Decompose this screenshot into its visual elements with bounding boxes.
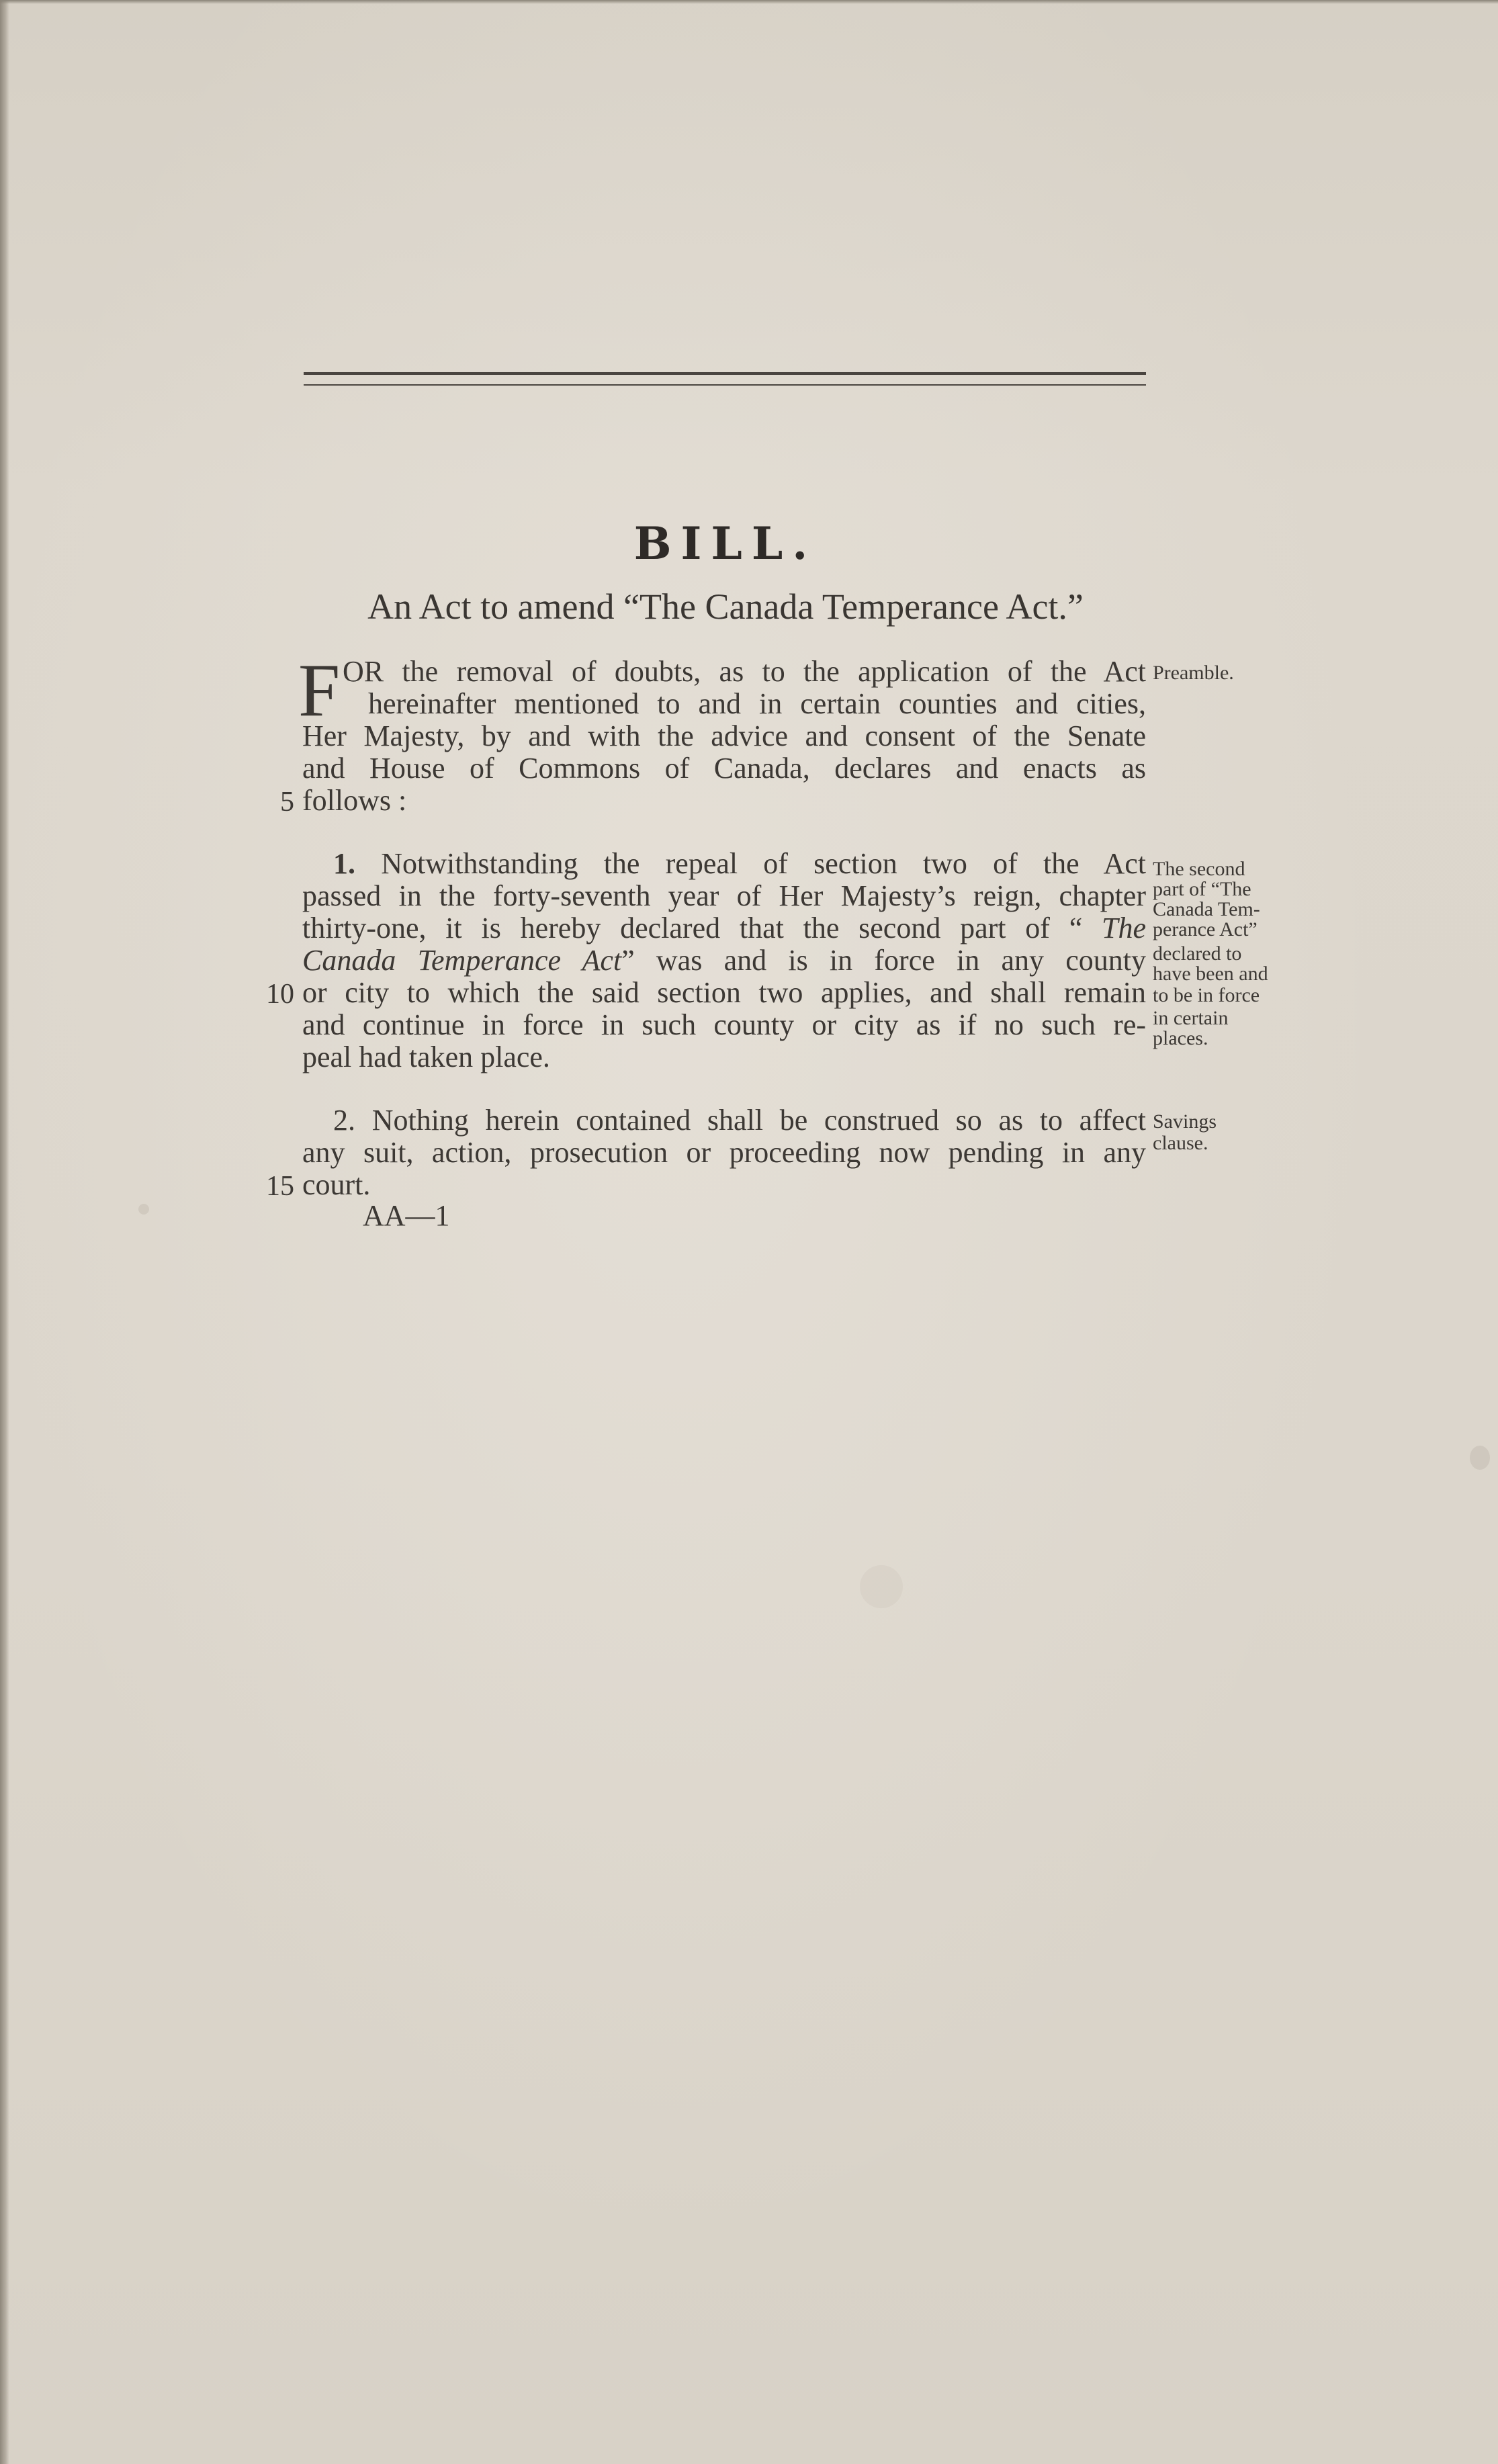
section1-text-3: thirty-one, it is hereby declared that the second part of “: [302, 912, 1083, 944]
preamble-line-5: follows :: [302, 784, 407, 817]
section1-line-1: [333, 848, 1146, 880]
margin-note-s1-4: perance Act”: [1153, 918, 1258, 940]
paper-spot: [1470, 1446, 1490, 1470]
page-edge-top: [0, 0, 1498, 4]
margin-note-s1-2: part of “The: [1153, 878, 1251, 900]
header-rule-thick: [304, 372, 1146, 375]
margin-note-s2-2: clause.: [1153, 1132, 1208, 1154]
section1-text-1: Notwithstanding the repeal of section two of the Act: [381, 847, 1146, 880]
margin-note-s1-1: The second: [1153, 858, 1245, 880]
preamble-drop-cap: F: [298, 649, 341, 732]
section2-text-1: Nothing herein contained shall be construed so as to affect: [371, 1104, 1146, 1137]
section1-act-name: Canada Temperance Act: [302, 944, 622, 977]
section1-number: 1.: [333, 847, 355, 880]
preamble-line-1: OR the removal of doubts, as to the application of the Act: [343, 655, 1146, 688]
section1-line-3: [302, 912, 1146, 944]
bill-title: BILL.: [633, 517, 818, 570]
preamble-line-2: hereinafter mentioned to and in certain counties and cities,: [368, 687, 1146, 720]
section2-line-3: court.: [302, 1168, 371, 1201]
section1-line-4: [302, 944, 1146, 977]
section1-text-3-italic: The: [1102, 912, 1147, 944]
section2-number: 2.: [333, 1104, 355, 1137]
section1-line-2: passed in the forty-seventh year of Her Majesty’s reign, chapter: [302, 879, 1146, 912]
section2-line-2: any suit, action, prosecution or proceeding now pending in any: [302, 1136, 1146, 1169]
paper-spot: [138, 1204, 149, 1215]
section1-line-7: peal had taken place.: [302, 1041, 550, 1073]
section1-text-4: ” was and is in force in any county: [621, 944, 1146, 977]
margin-note-s1-6: have been and: [1153, 963, 1268, 985]
section1-line-6: and continue in force in such county or city as if no such re-: [302, 1008, 1146, 1041]
line-number-15: 15: [266, 1171, 294, 1202]
margin-note-s2-1: Savings: [1153, 1110, 1217, 1133]
line-number-5: 5: [280, 787, 294, 818]
section2-line-1: [333, 1104, 1146, 1137]
margin-note-preamble: Preamble.: [1153, 662, 1234, 684]
margin-note-s1-5: declared to: [1153, 942, 1242, 965]
bill-subtitle: An Act to amend “The Canada Temperance Act.”: [367, 586, 1084, 627]
margin-note-s1-3: Canada Tem-: [1153, 898, 1260, 920]
margin-note-s1-9: places.: [1153, 1027, 1208, 1049]
preamble-line-3: Her Majesty, by and with the advice and consent of the Senate: [302, 719, 1146, 752]
margin-note-s1-7: to be in force: [1153, 984, 1260, 1006]
page-edge-left: [0, 0, 9, 2464]
header-rule-thin: [304, 384, 1146, 386]
margin-note-s1-8: in certain: [1153, 1007, 1229, 1029]
line-number-10: 10: [266, 979, 294, 1010]
preamble-line-4: and House of Commons of Canada, declares and enacts as: [302, 752, 1146, 785]
section1-line-5: or city to which the said section two applies, and shall remain: [302, 976, 1146, 1009]
paper-spot: [860, 1565, 903, 1608]
printer-signature: AA—1: [363, 1199, 450, 1232]
